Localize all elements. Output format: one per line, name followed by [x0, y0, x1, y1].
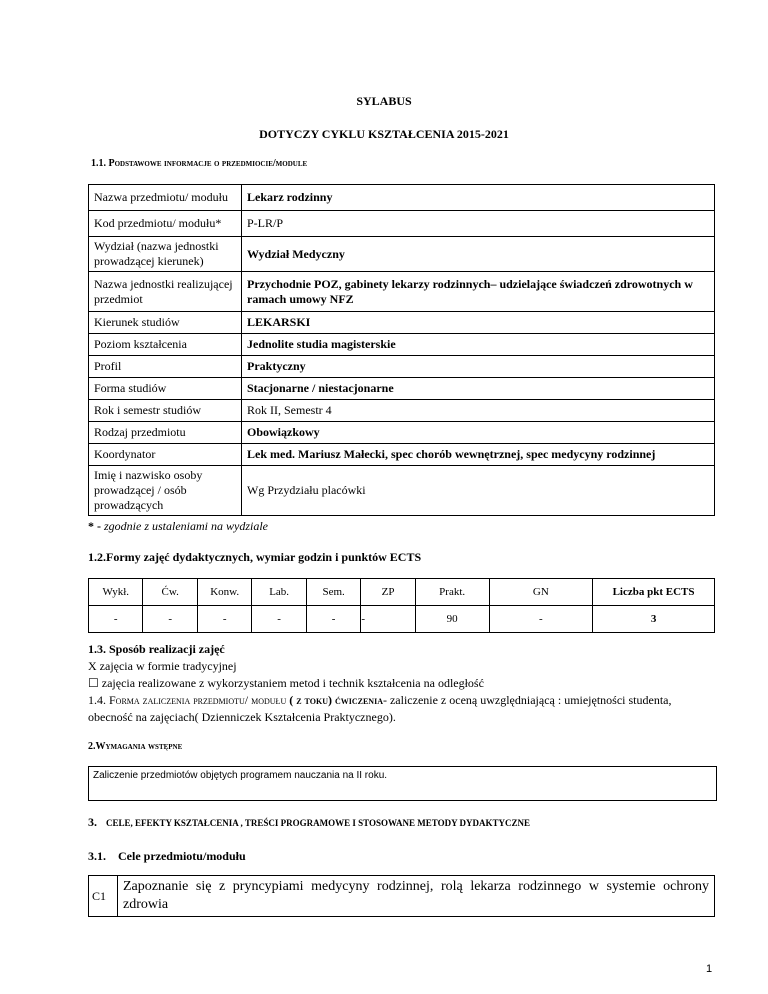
hours-value-cell: 90 [415, 606, 489, 633]
doc-title: SYLABUS [356, 94, 412, 108]
hours-values-row [89, 606, 715, 633]
hours-header-cell: Konw. [197, 579, 251, 606]
hours-value-cell: - [489, 606, 593, 633]
footnote-mark: * - [88, 519, 101, 533]
hours-value-cell: 3 [593, 606, 715, 633]
hours-table [88, 578, 715, 633]
hours-value-cell: - [252, 606, 306, 633]
info-value: Obowiązkowy [242, 422, 715, 444]
info-value: Wydział Medyczny [242, 237, 715, 272]
info-row [89, 356, 715, 378]
info-label: Rodzaj przedmiotu [89, 422, 242, 444]
info-row [89, 444, 715, 466]
hours-header-cell: GN [489, 579, 593, 606]
info-label: Poziom kształcenia [89, 334, 242, 356]
info-value: Wg Przydziału placówki [242, 466, 715, 516]
info-row [89, 312, 715, 334]
info-label: Koordynator [89, 444, 242, 466]
section-3-title: CELE, EFEKTY KSZTAŁCENIA , TREŚCI PROGRAMOWE I STOSOWANE METODY DYDAKTYCZNE [106, 818, 530, 828]
info-label: Kierunek studiów [89, 312, 242, 334]
footnote-text: zgodnie z ustaleniami na wydziale [104, 519, 268, 533]
section-1-4 [88, 692, 718, 726]
page-number: 1 [706, 963, 713, 975]
info-value: LEKARSKI [242, 312, 715, 334]
info-label: Imię i nazwisko osoby prowadzącej / osób prowadzących [89, 466, 242, 516]
section-2-box [88, 766, 717, 801]
hours-header-cell: Prakt. [415, 579, 489, 606]
hours-header-cell: Liczba pkt ECTS [593, 579, 715, 606]
option-remote [88, 676, 484, 691]
hours-header-cell: Lab. [252, 579, 306, 606]
info-row [89, 211, 715, 237]
cycle-title: DOTYCZY CYKLU KSZTAŁCENIA 2015-2021 [259, 127, 509, 141]
hours-header-cell: Sem. [306, 579, 360, 606]
section-1-4-prefix: 1.4. Forma zaliczenia przedmiotu/ modułu [88, 693, 287, 707]
info-label: Nazwa przedmiotu/ modułu [89, 185, 242, 211]
info-label: Nazwa jednostki realizującej przedmiot [89, 272, 242, 312]
info-label: Wydział (nazwa jednostki prowadzącej kierunek) [89, 237, 242, 272]
hours-header-cell: Wykł. [89, 579, 143, 606]
section-1-1-title: 1.1. Podstawowe informacje o przedmiocie/module [91, 158, 308, 169]
hours-header-cell: Ćw. [143, 579, 197, 606]
section-1-3-title: 1.3. Sposób realizacji zajęć [88, 642, 225, 656]
section-2-title: 2.Wymagania wstępne [88, 741, 183, 752]
goals-table [88, 875, 715, 917]
goal-code: C1 [89, 876, 118, 917]
info-row [89, 237, 715, 272]
hours-value-cell: - [197, 606, 251, 633]
section-3-num: 3. [88, 815, 97, 829]
section-3-1-title: Cele przedmiotu/modułu [118, 849, 246, 863]
info-label: Profil [89, 356, 242, 378]
goal-row [89, 876, 715, 917]
info-row [89, 422, 715, 444]
option-traditional: X zajęcia w formie tradycyjnej [88, 659, 237, 673]
goal-text: Zapoznanie się z pryncypiami medycyny rodzinnej, rolą lekarza rodzinnego w systemie ochrony zdrowia [118, 876, 715, 917]
section-3-1-num: 3.1. [88, 849, 106, 863]
info-value: Lek med. Mariusz Małecki, spec chorób wewnętrznej, spec medycyny rodzinnej [242, 444, 715, 466]
info-row [89, 400, 715, 422]
hours-value-cell: - [143, 606, 197, 633]
hours-value-cell: - [306, 606, 360, 633]
info-row [89, 334, 715, 356]
checkbox-icon: ☐ [88, 676, 99, 690]
info-value: Lekarz rodzinny [242, 185, 715, 211]
info-row [89, 272, 715, 312]
info-row [89, 378, 715, 400]
info-label: Rok i semestr studiów [89, 400, 242, 422]
hours-header-cell: ZP [361, 579, 415, 606]
info-value: P-LR/P [242, 211, 715, 237]
info-value: Przychodnie POZ, gabinety lekarzy rodzinnych– udzielające świadczeń zdrowotnych w ramach umowy NFZ [242, 272, 715, 312]
info-value: Stacjonarne / niestacjonarne [242, 378, 715, 400]
info-value: Praktyczny [242, 356, 715, 378]
option-remote-label: zajęcia realizowane z wykorzystaniem metod i technik kształcenia na odległość [101, 676, 484, 690]
info-label: Forma studiów [89, 378, 242, 400]
info-row [89, 185, 715, 211]
section-1-2-title: 1.2.Formy zajęć dydaktycznych, wymiar godzin i punktów ECTS [88, 550, 422, 564]
section-1-4-rest: - zaliczenie z oceną uwzględniającą : umiejętności studenta, obecność na zajęciach( Dzienniczek Kształcenia Praktycznego). [88, 693, 672, 724]
footnote [88, 519, 268, 534]
info-table [88, 184, 715, 516]
info-row [89, 466, 715, 516]
hours-value-cell: - [361, 606, 415, 633]
hours-value-cell: - [89, 606, 143, 633]
section-2-text: Zaliczenie przedmiotów objętych programem nauczania na II roku. [93, 770, 388, 781]
info-label: Kod przedmiotu/ modułu* [89, 211, 242, 237]
hours-header-row [89, 579, 715, 606]
section-1-4-bold: ( z toku) ćwiczenia [289, 693, 383, 707]
info-value: Jednolite studia magisterskie [242, 334, 715, 356]
info-value: Rok II, Semestr 4 [242, 400, 715, 422]
